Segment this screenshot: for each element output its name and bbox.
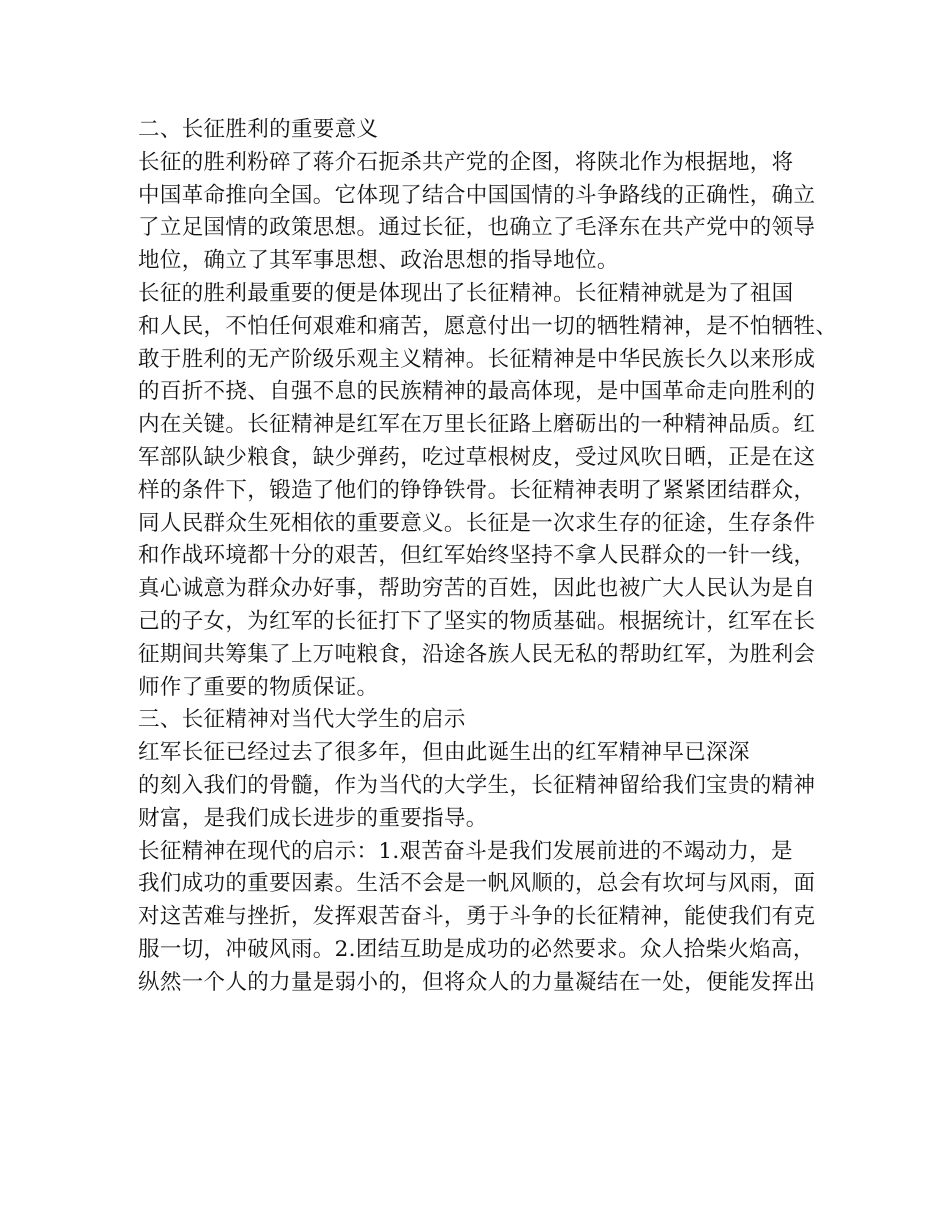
paragraph-line: 己的子女，为红军的长征打下了坚实的物质基础。根据统计，红军在长	[138, 608, 816, 634]
paragraph-line: 长征的胜利粉碎了蒋介石扼杀共产党的企图，将陕北作为根据地，将	[138, 149, 794, 175]
paragraph-line: 的百折不挠、自强不息的民族精神的最高体现，是中国革命走向胜利的	[138, 379, 816, 405]
paragraph-line: 服一切，冲破风雨。2.团结互助是成功的必然要求。众人拾柴火焰高，	[138, 936, 815, 962]
paragraph-line: 纵然一个人的力量是弱小的，但将众人的力量凝结在一处，便能发挥出	[138, 969, 816, 995]
paragraph-line: 师作了重要的物质保证。	[138, 674, 379, 700]
paragraph-line: 红军长征已经过去了很多年，但由此诞生出的红军精神早已深深	[138, 740, 750, 766]
paragraph-line: 长征的胜利最重要的便是体现出了长征精神。长征精神就是为了祖国	[138, 280, 794, 306]
section-heading: 三、长征精神对当代大学生的启示	[138, 707, 466, 733]
paragraph-line: 内在关键。长征精神是红军在万里长征路上磨砺出的一种精神品质。红	[138, 412, 816, 438]
paragraph-line: 地位，确立了其军事思想、政治思想的指导地位。	[138, 248, 619, 274]
section-heading: 二、长征胜利的重要意义	[138, 117, 379, 142]
paragraph-line: 军部队缺少粮食，缺少弹药，吃过草根树皮，受过风吹日晒，正是在这	[138, 444, 816, 470]
paragraph-line: 敢于胜利的无产阶级乐观主义精神。长征精神是中华民族长久以来形成	[138, 346, 816, 372]
document-body	[138, 114, 838, 1000]
paragraph-line: 我们成功的重要因素。生活不会是一帆风顺的，总会有坎坷与风雨，面	[138, 871, 816, 897]
paragraph-line: 了立足国情的政策思想。通过长征，也确立了毛泽东在共产党中的领导	[138, 215, 816, 241]
paragraph-line: 真心诚意为群众办好事，帮助穷苦的百姓，因此也被广大人民认为是自	[138, 576, 816, 602]
paragraph-line: 样的条件下，锻造了他们的铮铮铁骨。长征精神表明了紧紧团结群众，	[138, 477, 816, 503]
paragraph-line: 长征精神在现代的启示：1.艰苦奋斗是我们发展前进的不竭动力，是	[138, 838, 793, 864]
paragraph-line: 和作战环境都十分的艰苦，但红军始终坚持不拿人民群众的一针一线，	[138, 543, 816, 569]
paragraph-line: 征期间共筹集了上万吨粮食，沿途各族人民无私的帮助红军，为胜利会	[138, 641, 816, 667]
paragraph-line: 的刻入我们的骨髓，作为当代的大学生，长征精神留给我们宝贵的精神	[138, 772, 816, 798]
paragraph-line: 同人民群众生死相依的重要意义。长征是一次求生存的征途，生存条件	[138, 510, 816, 536]
paragraph-line: 对这苦难与挫折，发挥艰苦奋斗，勇于斗争的长征精神，能使我们有克	[138, 904, 816, 930]
paragraph-line: 和人民，不怕任何艰难和痛苦，愿意付出一切的牺牲精神，是不怕牺牲、	[138, 313, 838, 339]
paragraph-line: 财富，是我们成长进步的重要指导。	[138, 805, 488, 831]
paragraph-line: 中国革命推向全国。它体现了结合中国国情的斗争路线的正确性，确立	[138, 182, 816, 208]
